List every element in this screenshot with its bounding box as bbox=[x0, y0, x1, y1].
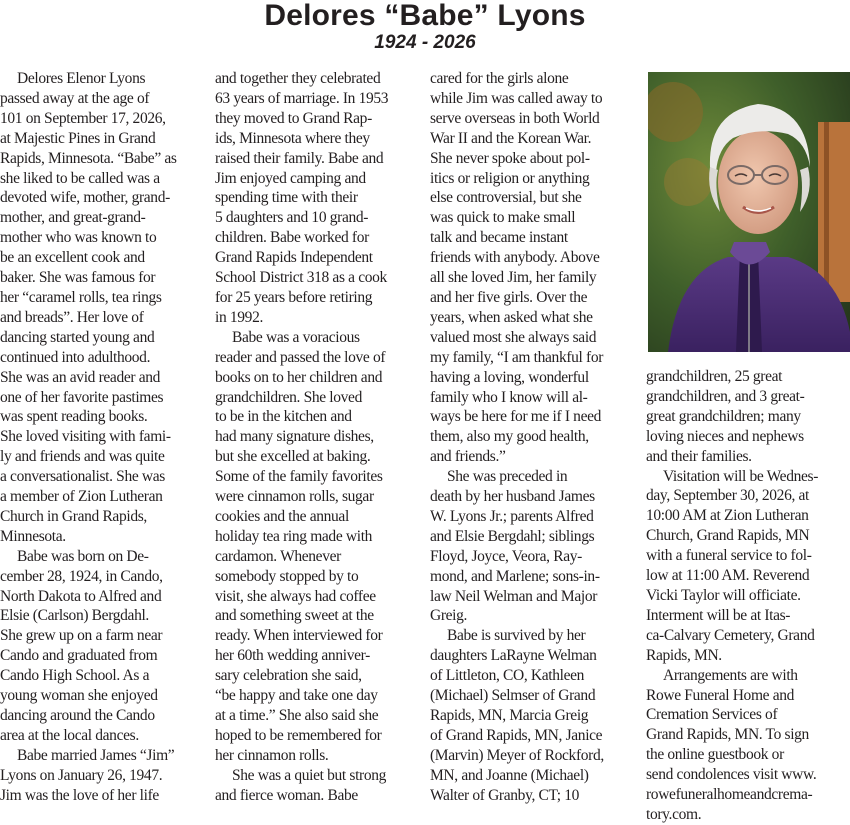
text-line: but she excelled at baking. bbox=[215, 448, 371, 466]
text-line: all she loved Jim, her family bbox=[430, 269, 597, 287]
text-line: itics or religion or anything bbox=[430, 169, 590, 187]
text-line: Some of the family favorites bbox=[215, 468, 383, 486]
text-line: had many signature dishes, bbox=[215, 428, 374, 446]
text-line: grandchildren, 25 great bbox=[646, 368, 783, 385]
text-line: Visitation will be Wednes- bbox=[663, 467, 819, 485]
text-line: great grandchildren; many bbox=[646, 407, 801, 425]
paragraph bbox=[0, 746, 205, 806]
text-line: 5 daughters and 10 grand- bbox=[215, 209, 369, 227]
text-line: Babe was born on De- bbox=[17, 547, 149, 565]
text-line: She loved visiting with fami- bbox=[0, 428, 171, 446]
text-line: ca-Calvary Cemetery, Grand bbox=[646, 626, 815, 644]
text-line: grandchildren. She loved bbox=[215, 388, 362, 406]
text-line: area at the local dances. bbox=[0, 726, 139, 744]
text-line: hoped to be remembered for bbox=[215, 726, 382, 744]
text-line: friends with anybody. Above bbox=[430, 249, 600, 267]
text-column-2 bbox=[215, 69, 420, 806]
text-line: Interment will be at Itas- bbox=[646, 606, 791, 624]
text-line: somebody stopped by to bbox=[215, 567, 359, 585]
text-line: devoted wife, mother, grand- bbox=[0, 189, 170, 207]
text-line: a member of Zion Lutheran bbox=[0, 488, 163, 506]
text-line: North Dakota to Alfred and bbox=[0, 587, 162, 605]
text-line: of Littleton, CO, Kathleen bbox=[430, 667, 585, 685]
text-line: spending time with their bbox=[215, 189, 358, 207]
paragraph bbox=[0, 69, 205, 547]
text-line: holiday tea ring made with bbox=[215, 527, 373, 545]
paragraph bbox=[0, 547, 205, 746]
text-column-3 bbox=[430, 69, 635, 806]
text-line: ids, Minnesota where they bbox=[215, 129, 370, 147]
paragraph bbox=[646, 367, 850, 467]
text-line: Jim was the love of her life bbox=[0, 786, 159, 804]
text-line: while Jim was called away to bbox=[430, 89, 603, 107]
text-line: children. Babe worked for bbox=[215, 229, 369, 247]
text-line: and breads”. Her love of bbox=[0, 308, 144, 326]
text-line: Cremation Services of bbox=[646, 706, 778, 724]
paragraph bbox=[646, 666, 850, 825]
text-line: was spent reading books. bbox=[0, 408, 148, 426]
paragraph bbox=[430, 69, 635, 467]
text-line: cared for the girls alone bbox=[430, 70, 569, 87]
text-line: visit, she always had coffee bbox=[215, 587, 376, 605]
text-line: and something sweet at the bbox=[215, 607, 374, 625]
text-line: young woman she enjoyed bbox=[0, 687, 158, 705]
text-line: She was an avid reader and bbox=[0, 368, 161, 386]
text-line: Grand Rapids Independent bbox=[215, 249, 373, 267]
text-line: Rapids, MN. bbox=[646, 646, 722, 664]
text-line: Cando and graduated from bbox=[0, 647, 158, 665]
text-line: valued most she always said bbox=[430, 328, 597, 346]
text-line: for 25 years before retiring bbox=[215, 288, 373, 306]
text-line: talk and became instant bbox=[430, 229, 568, 247]
text-line: and friends.” bbox=[430, 448, 506, 466]
text-line: having a loving, wonderful bbox=[430, 368, 589, 386]
text-line: her 60th wedding anniver- bbox=[215, 647, 370, 665]
text-line: the online guestbook or bbox=[646, 746, 784, 764]
text-line: was quick to make small bbox=[430, 209, 576, 227]
text-line: them, also my good health, bbox=[430, 428, 589, 446]
text-line: raised their family. Babe and bbox=[215, 149, 384, 167]
text-line: serve overseas in both World bbox=[430, 109, 600, 127]
text-line: my family, “I am thankful for bbox=[430, 348, 604, 366]
text-line: Floyd, Joyce, Veora, Ray- bbox=[430, 547, 582, 565]
text-line: family who I know will al- bbox=[430, 388, 588, 406]
text-line: Grand Rapids, MN. To sign bbox=[646, 726, 809, 744]
text-line: 63 years of marriage. In 1953 bbox=[215, 89, 389, 107]
text-line: (Marvin) Meyer of Rockford, bbox=[430, 746, 604, 764]
text-line: 101 on September 17, 2026, bbox=[0, 109, 166, 127]
text-line: of Grand Rapids, MN, Janice bbox=[430, 726, 603, 744]
text-line: Rowe Funeral Home and bbox=[646, 686, 795, 704]
text-line: her cinnamon rolls. bbox=[215, 746, 329, 764]
text-line: else controversial, but she bbox=[430, 189, 582, 207]
text-line: Church in Grand Rapids, bbox=[0, 507, 147, 525]
text-line: dancing started young and bbox=[0, 328, 155, 346]
text-line: low at 11:00 AM. Reverend bbox=[646, 567, 810, 585]
text-line: tory.com. bbox=[646, 805, 702, 823]
text-line: 10:00 AM at Zion Lutheran bbox=[646, 507, 809, 525]
text-line: She was preceded in bbox=[447, 468, 568, 486]
text-line: Babe is survived by her bbox=[447, 627, 586, 645]
paragraph bbox=[646, 467, 850, 666]
paragraph bbox=[215, 328, 420, 766]
text-line: with a funeral service to fol- bbox=[646, 547, 812, 565]
paragraph bbox=[215, 69, 420, 328]
text-line: she liked to be called was a bbox=[0, 169, 160, 187]
text-line: cember 28, 1924, in Cando, bbox=[0, 567, 163, 585]
text-line: at a time.” She also said she bbox=[215, 707, 379, 724]
text-line: be an excellent cook and bbox=[0, 249, 145, 267]
text-line: ways be here for me if I need bbox=[430, 408, 602, 426]
text-line: Cando High School. As a bbox=[0, 667, 150, 685]
text-line: cookies and the annual bbox=[215, 507, 349, 525]
text-line: Minnesota. bbox=[0, 527, 66, 545]
text-line: a conversationalist. She was bbox=[0, 468, 165, 486]
text-column-1 bbox=[0, 69, 205, 806]
text-line: and fierce woman. Babe bbox=[215, 786, 358, 804]
text-line: Rapids, Minnesota. “Babe” as bbox=[0, 149, 177, 167]
obituary-dates: 1924 - 2026 bbox=[374, 32, 476, 53]
text-line: ly and friends and was quite bbox=[0, 448, 165, 466]
text-line: cardamon. Whenever bbox=[215, 547, 341, 565]
text-line: Elsie (Carlson) Bergdahl. bbox=[0, 607, 149, 625]
text-line: Greig. bbox=[430, 607, 468, 625]
text-line: She was a quiet but strong bbox=[232, 766, 387, 784]
text-line: mother who was known to bbox=[0, 229, 157, 247]
text-line: passed away at the age of bbox=[0, 89, 150, 107]
text-line: and together they celebrated bbox=[215, 70, 381, 87]
text-line: years, when asked what she bbox=[430, 308, 593, 326]
text-line: books on to her children and bbox=[215, 368, 383, 386]
text-line: loving nieces and nephews bbox=[646, 427, 804, 445]
text-line: (Michael) Selmser of Grand bbox=[430, 687, 596, 705]
text-line: they moved to Grand Rap- bbox=[215, 109, 372, 127]
text-line: Delores Elenor Lyons bbox=[17, 70, 146, 87]
text-line: were cinnamon rolls, sugar bbox=[215, 488, 374, 506]
text-line: grandchildren, and 3 great- bbox=[646, 387, 805, 405]
text-line: School District 318 as a cook bbox=[215, 269, 387, 287]
text-line: War II and the Korean War. bbox=[430, 129, 592, 147]
text-line: Church, Grand Rapids, MN bbox=[646, 527, 810, 545]
text-line: death by her husband James bbox=[430, 488, 595, 506]
text-line: daughters LaRayne Welman bbox=[430, 647, 597, 665]
text-line: send condolences visit www. bbox=[646, 766, 817, 784]
text-line: her “caramel rolls, tea rings bbox=[0, 288, 162, 306]
text-line: dancing around the Cando bbox=[0, 707, 155, 724]
text-line: She never spoke about pol- bbox=[430, 149, 590, 167]
text-line: to be in the kitchen and bbox=[215, 408, 352, 426]
text-line: day, September 30, 2026, at bbox=[646, 487, 810, 505]
text-line: in 1992. bbox=[215, 308, 264, 326]
text-line: and Elsie Bergdahl; siblings bbox=[430, 527, 595, 545]
text-line: Rapids, MN, Marcia Greig bbox=[430, 707, 589, 724]
text-line: and her five girls. Over the bbox=[430, 288, 588, 306]
text-line: Jim enjoyed camping and bbox=[215, 169, 366, 187]
text-line: Lyons on January 26, 1947. bbox=[0, 766, 163, 784]
text-line: W. Lyons Jr.; parents Alfred bbox=[430, 507, 594, 525]
text-line: Babe married James “Jim” bbox=[17, 746, 175, 764]
text-line: She grew up on a farm near bbox=[0, 627, 163, 645]
paragraph bbox=[215, 766, 420, 806]
text-line: rowefuneralhomeandcrema- bbox=[646, 786, 813, 804]
text-line: ready. When interviewed for bbox=[215, 627, 383, 645]
text-line: sary celebration she said, bbox=[215, 667, 362, 685]
text-line: MN, and Joanne (Michael) bbox=[430, 766, 589, 784]
text-line: Walter of Granby, CT; 10 bbox=[430, 786, 580, 804]
obituary-title: Delores “Babe” Lyons bbox=[264, 0, 586, 32]
text-line: baker. She was famous for bbox=[0, 269, 156, 287]
text-line: Babe was a voracious bbox=[232, 328, 360, 346]
text-line: at Majestic Pines in Grand bbox=[0, 129, 156, 147]
paragraph bbox=[430, 467, 635, 626]
text-line: Vicki Taylor will officiate. bbox=[646, 586, 801, 604]
text-line: law Neil Welman and Major bbox=[430, 587, 598, 605]
text-line: Arrangements are with bbox=[663, 666, 798, 684]
portrait-photo bbox=[648, 72, 850, 352]
text-line: continued into adulthood. bbox=[0, 348, 151, 366]
text-line: mond, and Marlene; sons-in- bbox=[430, 567, 600, 585]
text-line: one of her favorite pastimes bbox=[0, 388, 164, 406]
paragraph bbox=[430, 626, 635, 805]
text-line: reader and passed the love of bbox=[215, 348, 386, 366]
text-line: mother, and great-grand- bbox=[0, 209, 146, 227]
text-line: “be happy and take one day bbox=[215, 687, 378, 705]
text-line: and their families. bbox=[646, 447, 752, 465]
text-column-4 bbox=[646, 367, 850, 825]
